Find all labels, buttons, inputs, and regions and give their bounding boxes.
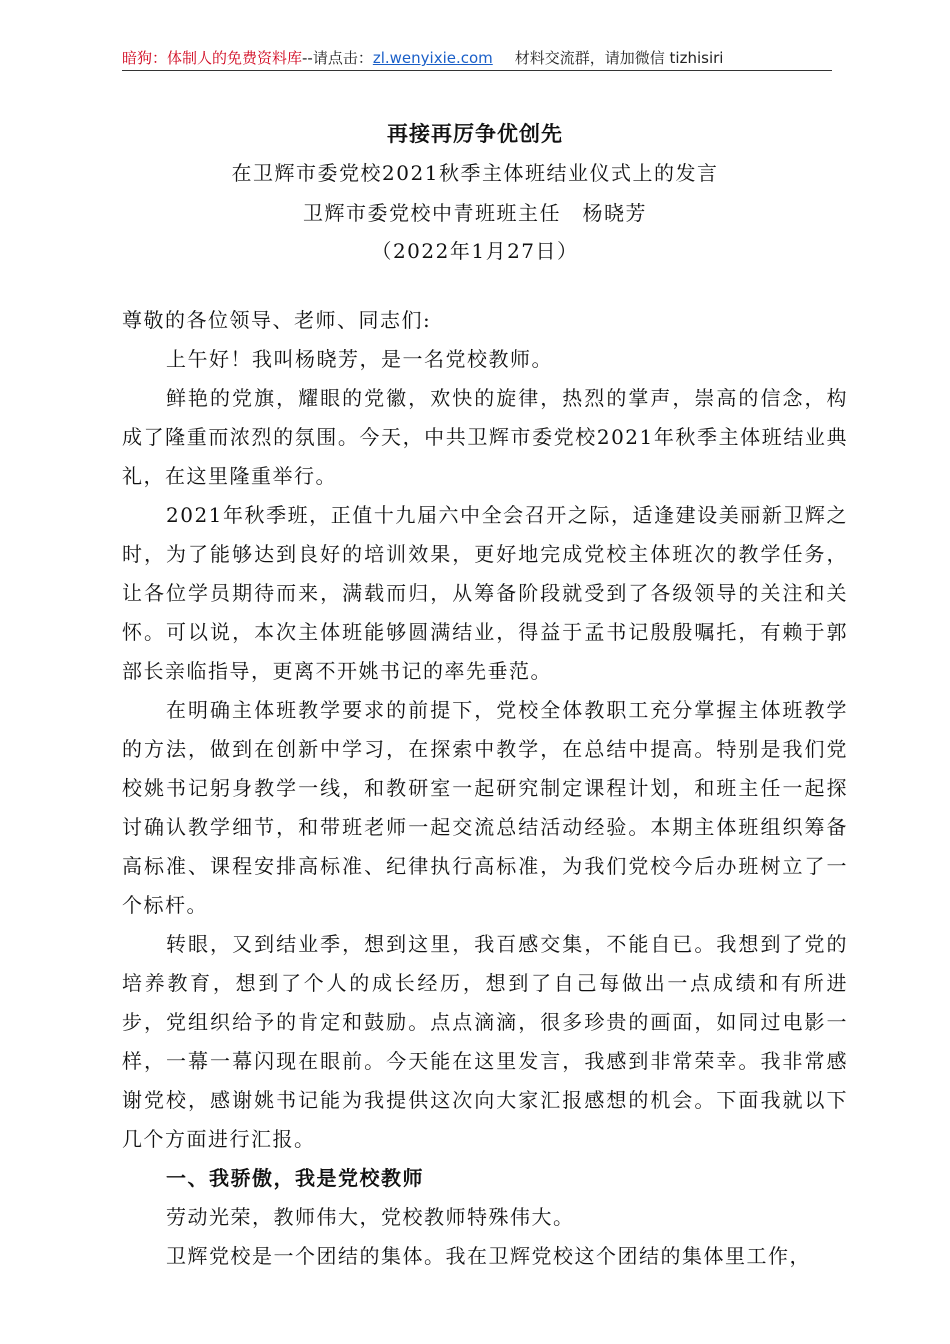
- header-link[interactable]: zl.wenyixie.com: [372, 49, 493, 67]
- header-prompt: --请点击：: [302, 49, 373, 67]
- paragraph: 卫辉党校是一个团结的集体。我在卫辉党校这个团结的集体里工作，: [166, 1244, 811, 1268]
- salutation: 尊敬的各位领导、老师、同志们:: [122, 308, 432, 332]
- speech-body: [122, 301, 848, 1276]
- paragraph: 在明确主体班教学要求的前提下，党校全体教职工充分掌握主体班教学的方法，做到在创新中学习，在探索中教学，在总结中提高。特别是我们党校姚书记躬身教学一线，和教研室一起研究制定课程计划，和班主任一起探讨确认教学细节，和带班老师一起交流总结活动经验。本期主体班组织筹备高标准、课程安排高标准、纪律执行高标准，为我们党校今后办班树立了一个标杆。: [122, 698, 848, 917]
- header-banner: [122, 46, 832, 70]
- document-date: （2022年1月27日）: [371, 239, 579, 263]
- paragraph: 2021年秋季班，正值十九届六中全会召开之际，适逢建设美丽新卫辉之时，为了能够达到良好的培训效果，更好地完成党校主体班次的教学任务，让各位学员期待而来，满载而归，从筹备阶段就受到了各级领导的关注和关怀。可以说，本次主体班能够圆满结业，得益于孟书记殷殷嘱托，有赖于郭部长亲临指导，更离不开姚书记的率先垂范。: [122, 503, 848, 683]
- paragraph: 劳动光荣，教师伟大，党校教师特殊伟大。: [166, 1205, 575, 1229]
- document-subtitle: 在卫辉市委党校2021秋季主体班结业仪式上的发言: [231, 161, 719, 185]
- header-divider: [122, 70, 832, 71]
- document-title: 再接再厉争优创先: [387, 121, 563, 146]
- paragraph: 上午好！我叫杨晓芳，是一名党校教师。: [166, 347, 553, 371]
- header-contact: 材料交流群，请加微信 tizhisiri: [514, 49, 724, 67]
- header-brand: 暗狗：体制人的免费资料库: [122, 49, 303, 67]
- section-heading: 一、我骄傲，我是党校教师: [166, 1166, 424, 1190]
- paragraph: 转眼，又到结业季，想到这里，我百感交集，不能自已。我想到了党的培养教育，想到了个人的成长经历，想到了自己每做出一点成绩和有所进步，党组织给予的肯定和鼓励。点点滴滴，很多珍贵的画面，如同过电影一样，一幕一幕闪现在眼前。今天能在这里发言，我感到非常荣幸。我非常感谢党校，感谢姚书记能为我提供这次向大家汇报感想的机会。下面我就以下几个方面进行汇报。: [122, 932, 848, 1151]
- author-line: 卫辉市委党校中青班班主任 杨晓芳: [303, 201, 647, 225]
- paragraph: 鲜艳的党旗，耀眼的党徽，欢快的旋律，热烈的掌声，崇高的信念，构成了隆重而浓烈的氛围。今天，中共卫辉市委党校2021年秋季主体班结业典礼，在这里隆重举行。: [122, 386, 848, 488]
